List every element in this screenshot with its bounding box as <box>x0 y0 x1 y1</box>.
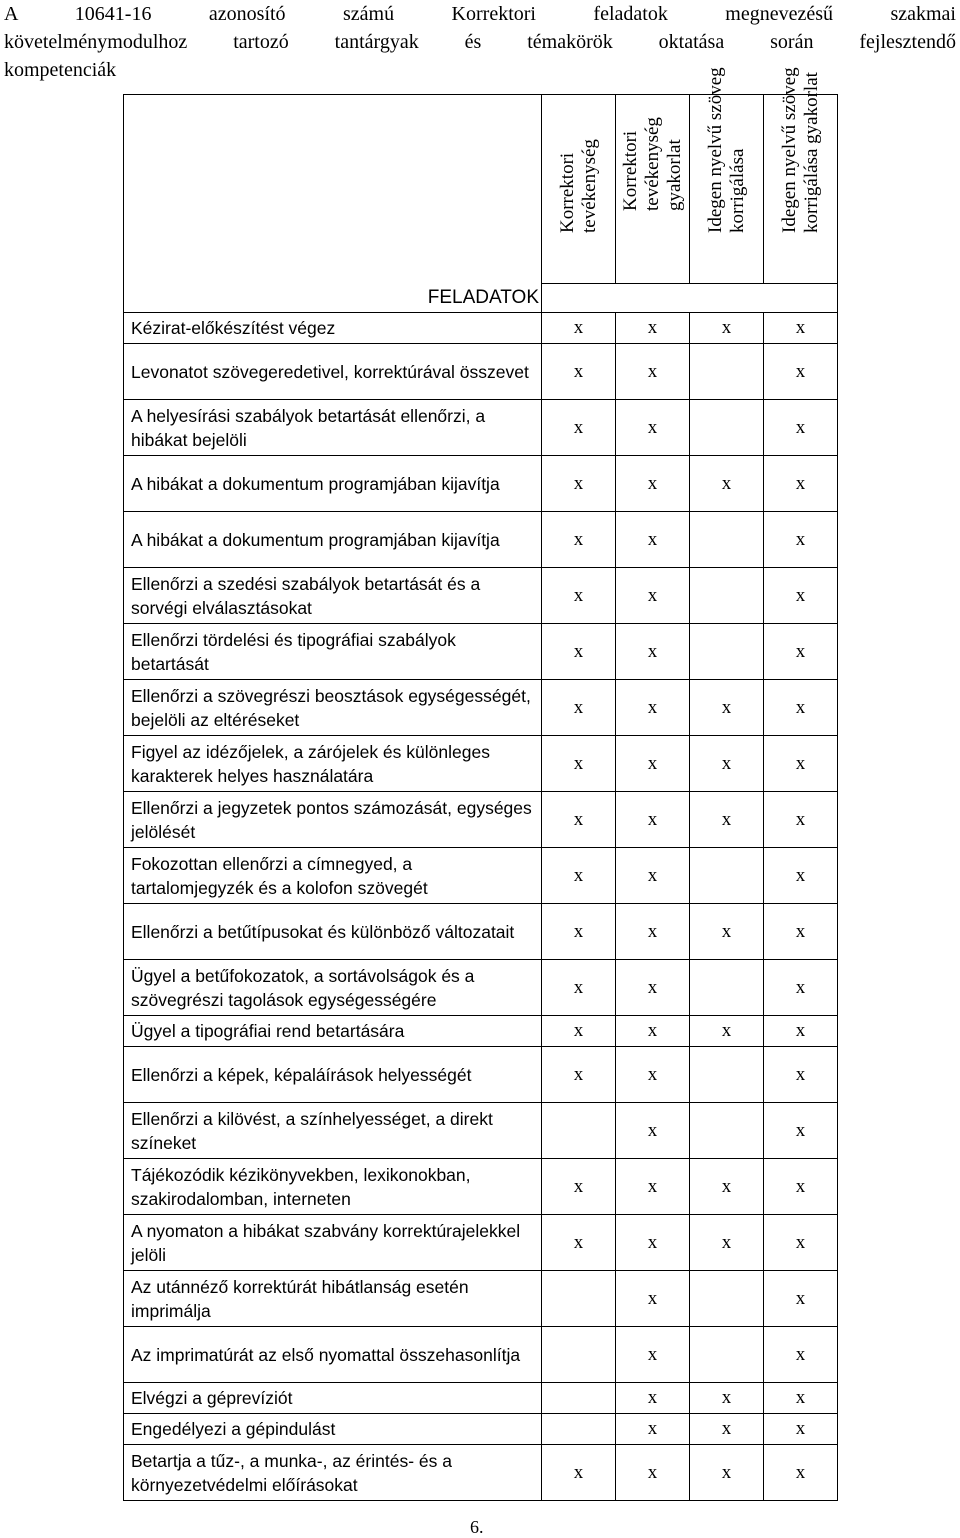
mark-cell: x <box>764 400 838 456</box>
task-cell: A helyesírási szabályok betartását ellenőrzi, a hibákat bejelöli <box>124 400 542 456</box>
mark-cell: x <box>616 1016 690 1047</box>
mark-cell: x <box>764 1271 838 1327</box>
mark-cell: x <box>690 456 764 512</box>
column-header-cell <box>542 95 616 284</box>
table-row <box>124 568 838 624</box>
mark-cell: x <box>764 456 838 512</box>
mark-cell: x <box>616 960 690 1016</box>
column-header-text <box>705 67 749 233</box>
mark-cell <box>690 568 764 624</box>
mark-cell: x <box>690 1383 764 1414</box>
mark-cell: x <box>616 736 690 792</box>
table-row <box>124 848 838 904</box>
mark-cell: x <box>542 1047 616 1103</box>
table-row <box>124 1159 838 1215</box>
mark-cell <box>690 1271 764 1327</box>
mark-cell: x <box>542 1215 616 1271</box>
column-header-text <box>620 117 686 211</box>
table-row <box>124 624 838 680</box>
mark-cell: x <box>764 1414 838 1445</box>
mark-cell <box>542 1327 616 1383</box>
mark-cell: x <box>764 1445 838 1501</box>
mark-cell: x <box>690 1445 764 1501</box>
task-cell: Tájékozódik kézikönyvekben, lexikonokban, szakirodalomban, interneten <box>124 1159 542 1215</box>
table-row <box>124 1383 838 1414</box>
task-cell: Fokozottan ellenőrzi a címnegyed, a tartalomjegyzék és a kolofon szövegét <box>124 848 542 904</box>
mark-cell: x <box>764 1047 838 1103</box>
mark-cell: x <box>616 512 690 568</box>
mark-cell: x <box>616 1047 690 1103</box>
mark-cell: x <box>764 1016 838 1047</box>
mark-cell: x <box>616 456 690 512</box>
task-cell: A hibákat a dokumentum programjában kijavítja <box>124 512 542 568</box>
column-header-cell <box>616 95 690 284</box>
column-header-line: Idegen nyelvű szöveg <box>778 67 800 233</box>
column-header-line: tevékenység <box>578 139 600 233</box>
mark-cell <box>690 624 764 680</box>
mark-cell: x <box>690 736 764 792</box>
task-cell: Elvégzi a géprevíziót <box>124 1383 542 1414</box>
task-cell: Az imprimatúrát az első nyomattal összehasonlítja <box>124 1327 542 1383</box>
mark-cell <box>690 512 764 568</box>
column-header-line: Korrektori <box>556 152 578 233</box>
mark-cell: x <box>764 680 838 736</box>
mark-cell: x <box>764 1103 838 1159</box>
mark-cell: x <box>542 1016 616 1047</box>
mark-cell <box>690 1327 764 1383</box>
mark-cell: x <box>616 1327 690 1383</box>
task-cell: Levonatot szövegeredetivel, korrektúrával összevet <box>124 344 542 400</box>
column-header-line: korrigálása <box>726 148 748 233</box>
task-cell: Az utánnéző korrektúrát hibátlanság esetén imprimálja <box>124 1271 542 1327</box>
mark-cell: x <box>542 456 616 512</box>
mark-cell: x <box>764 1215 838 1271</box>
task-cell: Ellenőrzi a kilövést, a színhelyességet, a direkt színeket <box>124 1103 542 1159</box>
mark-cell <box>690 1103 764 1159</box>
task-cell: Ellenőrzi tördelési és tipográfiai szabályok betartását <box>124 624 542 680</box>
table-row <box>124 1215 838 1271</box>
task-rows <box>124 313 838 1501</box>
mark-cell: x <box>690 1016 764 1047</box>
table-row <box>124 680 838 736</box>
mark-cell: x <box>542 680 616 736</box>
mark-cell: x <box>764 1159 838 1215</box>
task-cell: Ellenőrzi a képek, képaláírások helyességét <box>124 1047 542 1103</box>
task-cell: Ügyel a betűfokozatok, a sortávolságok és a szövegrészi tagolások egységességére <box>124 960 542 1016</box>
mark-cell: x <box>616 1445 690 1501</box>
column-header-text <box>557 139 601 233</box>
mark-cell: x <box>542 313 616 344</box>
mark-cell: x <box>764 344 838 400</box>
mark-cell: x <box>542 848 616 904</box>
task-cell: Kézirat-előkészítést végez <box>124 313 542 344</box>
mark-cell: x <box>542 1445 616 1501</box>
mark-cell: x <box>764 512 838 568</box>
mark-cell: x <box>764 1383 838 1414</box>
table-row <box>124 792 838 848</box>
table-row <box>124 1271 838 1327</box>
mark-cell: x <box>542 568 616 624</box>
table-row <box>124 400 838 456</box>
table-row <box>124 736 838 792</box>
mark-cell: x <box>616 904 690 960</box>
mark-cell: x <box>616 344 690 400</box>
heading-line-1: A 10641-16 azonosító számú Korrektori feladatok megnevezésű szakmai <box>4 3 956 25</box>
task-cell: Ellenőrzi a szövegrészi beosztások egységességét, bejelöli az eltéréseket <box>124 680 542 736</box>
mark-cell: x <box>764 568 838 624</box>
column-header-row <box>124 95 838 284</box>
column-header-line: korrigálása gyakorlat <box>800 72 822 233</box>
mark-cell <box>542 1103 616 1159</box>
mark-cell: x <box>616 1383 690 1414</box>
column-header-line: Korrektori <box>619 130 641 211</box>
task-cell: Ellenőrzi a jegyzetek pontos számozását, egységes jelölését <box>124 792 542 848</box>
table-row <box>124 456 838 512</box>
task-cell: Engedélyezi a gépindulást <box>124 1414 542 1445</box>
mark-cell: x <box>542 512 616 568</box>
mark-cell: x <box>616 1103 690 1159</box>
heading-line-2: követelménymodulhoz tartozó tantárgyak és témakörök oktatása során fejlesztendő <box>4 31 956 53</box>
mark-cell: x <box>616 1414 690 1445</box>
mark-cell <box>542 1383 616 1414</box>
mark-cell: x <box>616 313 690 344</box>
task-cell: A hibákat a dokumentum programjában kijavítja <box>124 456 542 512</box>
mark-cell: x <box>616 680 690 736</box>
task-cell: Betartja a tűz-, a munka-, az érintés- és a környezetvédelmi előírásokat <box>124 1445 542 1501</box>
task-cell: A nyomaton a hibákat szabvány korrektúrajelekkel jelöli <box>124 1215 542 1271</box>
heading-line-3: kompetenciák <box>4 59 117 81</box>
mark-cell: x <box>690 313 764 344</box>
mark-cell: x <box>616 1215 690 1271</box>
mark-cell <box>690 344 764 400</box>
task-cell: Ellenőrzi a szedési szabályok betartását és a sorvégi elválasztásokat <box>124 568 542 624</box>
mark-cell: x <box>616 400 690 456</box>
table-row <box>124 1327 838 1383</box>
mark-cell: x <box>690 1159 764 1215</box>
section-label-row <box>124 284 838 313</box>
mark-cell: x <box>542 1159 616 1215</box>
table-row <box>124 960 838 1016</box>
mark-cell: x <box>764 624 838 680</box>
mark-cell <box>690 960 764 1016</box>
column-header-text <box>779 67 823 233</box>
table-row <box>124 904 838 960</box>
mark-cell <box>690 848 764 904</box>
mark-cell: x <box>616 1159 690 1215</box>
table-row <box>124 1016 838 1047</box>
section-label-spacer <box>542 284 838 313</box>
mark-cell: x <box>764 313 838 344</box>
mark-cell: x <box>690 1215 764 1271</box>
table-row <box>124 512 838 568</box>
task-cell: Ellenőrzi a betűtípusokat és különböző változatait <box>124 904 542 960</box>
mark-cell: x <box>764 1327 838 1383</box>
mark-cell: x <box>616 792 690 848</box>
table-row <box>124 1414 838 1445</box>
mark-cell: x <box>690 680 764 736</box>
mark-cell: x <box>764 960 838 1016</box>
mark-cell <box>542 1271 616 1327</box>
mark-cell <box>690 1047 764 1103</box>
mark-cell: x <box>764 792 838 848</box>
column-header-line: tevékenység <box>641 117 663 211</box>
section-label: FELADATOK <box>124 284 542 313</box>
mark-cell: x <box>690 792 764 848</box>
mark-cell: x <box>542 736 616 792</box>
mark-cell: x <box>690 1414 764 1445</box>
competency-table <box>123 67 838 1501</box>
mark-cell: x <box>616 1271 690 1327</box>
mark-cell <box>542 1414 616 1445</box>
table-row <box>124 1047 838 1103</box>
mark-cell: x <box>542 792 616 848</box>
mark-cell: x <box>616 568 690 624</box>
table-row <box>124 313 838 344</box>
mark-cell: x <box>542 344 616 400</box>
table-row <box>124 344 838 400</box>
task-cell: Figyel az idézőjelek, a zárójelek és különleges karakterek helyes használatára <box>124 736 542 792</box>
header-corner-cell <box>124 95 542 284</box>
mark-cell: x <box>542 624 616 680</box>
mark-cell <box>690 400 764 456</box>
mark-cell: x <box>542 400 616 456</box>
mark-cell: x <box>616 624 690 680</box>
mark-cell: x <box>764 904 838 960</box>
mark-cell: x <box>542 960 616 1016</box>
table-row <box>124 1103 838 1159</box>
mark-cell: x <box>542 904 616 960</box>
task-cell: Ügyel a tipográfiai rend betartására <box>124 1016 542 1047</box>
column-header-cell <box>690 67 764 284</box>
mark-cell: x <box>764 848 838 904</box>
column-header-line: gyakorlat <box>663 139 685 211</box>
mark-cell: x <box>616 848 690 904</box>
mark-cell: x <box>764 736 838 792</box>
page-number: 6. <box>470 1517 484 1537</box>
mark-cell: x <box>690 904 764 960</box>
column-header-cell <box>764 67 838 284</box>
column-header-line: Idegen nyelvű szöveg <box>704 67 726 233</box>
table-row <box>124 1445 838 1501</box>
